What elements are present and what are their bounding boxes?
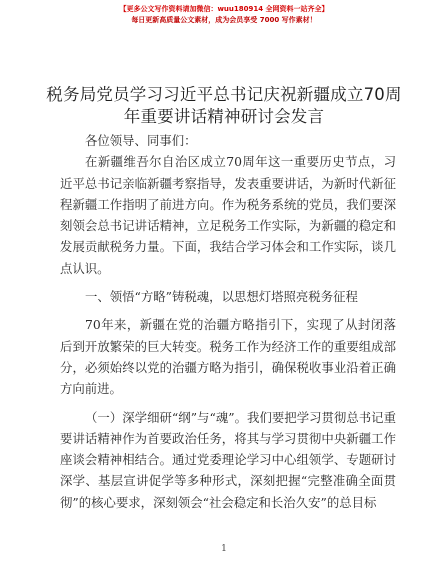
salutation: 各位领导、同事们： (85, 133, 197, 148)
banner-line-2: 每日更新高质量公文素材，成为会员享受 7000 写作素材！ (131, 16, 317, 24)
document-title: 税务局党员学习习近平总书记庆祝新疆成立70周年重要讲话精神研讨会发言 (46, 85, 402, 126)
page-number: 1 (221, 544, 227, 554)
banner-line-1: 【更多公文写作资料请加微信：wuu180914 全网资料一站齐全】 (119, 5, 329, 13)
promo-banner (0, 4, 448, 26)
paragraph-intro: 在新疆维吾尔自治区成立70周年这一重要历史节点，习近平总书记亲临新疆考察指导，发表重要讲话，为新时代新征程新疆工作指明了前进方向。作为税务系统的党员，我们要深刻领会总书记讲话精神，立足税务工作实际，为新疆的稳定和发展贡献税务力量。下面，我结合学习体会和工作实际，谈几点认识。 (60, 154, 396, 276)
paragraph-section-1: 70年来，新疆在党的治疆方略指引下，实现了从封闭落后到开放繁荣的巨大转变。税务工作为经济工作的重要组成部分，必须始终以党的治疆方略为指引，确保税收事业沿着正确方向前进。 (60, 317, 396, 397)
section-heading-1: 一、领悟“方略”铸税魂，以思想灯塔照亮税务征程 (85, 289, 358, 305)
paragraph-subsection-1: （一）深学细研“纲”与“魂”。我们要把学习贯彻总书记重要讲话精神作为首要政治任务，将其与学习贯彻中央新疆工作座谈会精神相结合。通过党委理论学习中心组领学、专题研讨深学、基层宣讲促学等多种形式，深刻把握“完整准确全面贯彻”的核心要求，深刻领会“社会稳定和长治久安”的总目标 (60, 409, 396, 510)
document-body (60, 130, 396, 513)
